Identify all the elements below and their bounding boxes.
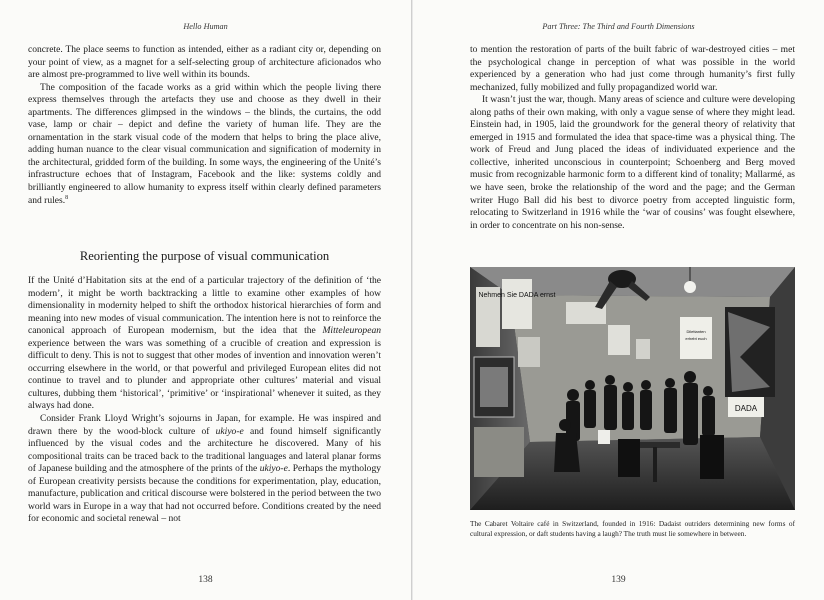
running-head-right: Part Three: The Third and Fourth Dimensions	[542, 22, 695, 31]
page-number-left: 138	[198, 575, 213, 585]
cabaret-voltaire-photo	[470, 267, 795, 510]
page-number-right: 139	[611, 575, 626, 585]
photo-illustration	[470, 267, 795, 510]
poster-text: Dilettanten	[686, 329, 706, 334]
paragraph-text: The composition of the facade works as a grid within which the people living there express themselves through the artefacts they use and choose as they dwell in their apartments. The differences glimpsed in the windows – the blinds, the curtains, the odd vase, lamp or chair – depict and define the variety of human life. They are the ornamentation in the stark visual code of the modern that helps to bring the place alive, adding human nuance to the clear visual communication and signification of modernity in the architectural, gridded form of the building. In some ways, the engineering of the Unité’s infrastructure echoes that of Instagram, Facebook and the like: systems coldly and brilliantly engineered to allow humanity to express itself within clearly defined parameters and rules.	[28, 81, 381, 206]
footnote-ref: 8	[65, 194, 69, 201]
paragraph: concrete. The place seems to function as intended, either as a radiant city or, depending on your point of view, as a magnet for a self-selecting group of architecture aficionados who are almost pre-programmed to live well within its bounds.	[28, 44, 381, 81]
body-text-top	[28, 44, 381, 207]
poster-text: erhebt euch	[685, 336, 707, 341]
paragraph: It wasn’t just the war, though. Many areas of science and culture were developing along paths of their own making, with only a vague sense of where they might lead. Einstein had, in 1905, laid the groundwork for the general theory of relativity that emerged in 1915 and formulated the idea that space-time was a physical thing. The work of Freud and Jung placed the ideas of individuated experience and the collective, inherited unconscious in counterpoint; Schoenberg and Berg moved music from recognizable harmonic form to a different kind of tonality; Mallarmé, as we have seen, broke the relationship of the word and the page; and the German writer Hugo Ball did his best to divorce poetry from accepted linguistic form, relocating to Switzerland in 1916 while the ‘war of cousins’ was fought elsewhere, in order to concentrate on his non-sense.	[470, 94, 795, 231]
body-text-right	[470, 44, 795, 232]
photo-caption: The Cabaret Voltaire café in Switzerland, founded in 1916: Dadaist outriders determining new forms of cultural expression, or daft students having a laugh? The truth must lie somewhere in between.	[470, 519, 795, 538]
paragraph: to mention the restoration of parts of the built fabric of war-destroyed cities – met the psychological change in perception of what was possible in the world experienced by a generation who had just come through humanity’s first fully mechanized, fully mobilized and fully propagandized world war.	[470, 44, 795, 93]
body-text-bottom	[28, 275, 381, 526]
paragraph: Consider Frank Lloyd Wright’s sojourns in Japan, for example. He was inspired and drawn there by the wood-block culture of ukiyo-e and found himself significantly influenced by the visual codes and the architecture he discovered. Many of his compositional traits can be traced back to the traditional languages and lateral planar forms of Japanese building and the atmosphere of the prints of the ukiyo-e. Perhaps the mythology of European creativity persists because the conditions for experimentation, play, education, manufacture, publication and critical discourse were bolstered in the period between the two world wars in Europe in a way that had not occurred before. Conditions created by the need for economic and societal renewal – not	[28, 413, 382, 525]
paragraph	[28, 82, 381, 207]
poster-text: DADA	[734, 404, 758, 413]
running-head-left: Hello Human	[183, 22, 228, 31]
section-heading: Reorienting the purpose of visual communication	[79, 249, 330, 263]
right-page	[412, 0, 824, 600]
paragraph: If the Unité d’Habitation sits at the end of a particular trajectory of the definition of ‘the modern’, it might be worth backtracking a little to examine other examples of how dimensionality in modernity helped to shift the orthodox historical hierarchies of form and meaning into new modes of visual communication. The intention here is not to reinforce the canonical approach of European modernism, but the idea that the Mitteleuropean experience between the wars was something of a crucible of creation and expression is difficult to deny. This is not to suggest that other modes of invention and innovation weren’t occurring elsewhere in the world, or that powerful and privileged European elites did not continue to travel and to plunder and appropriate other cultures’ material and visual cultures, dubbing them ‘historical’, ‘primitive’ or ‘inspirational’ whenever it suited, as they always had done.	[28, 275, 381, 412]
poster-text: Nehmen Sie DADA ernst	[478, 292, 556, 299]
